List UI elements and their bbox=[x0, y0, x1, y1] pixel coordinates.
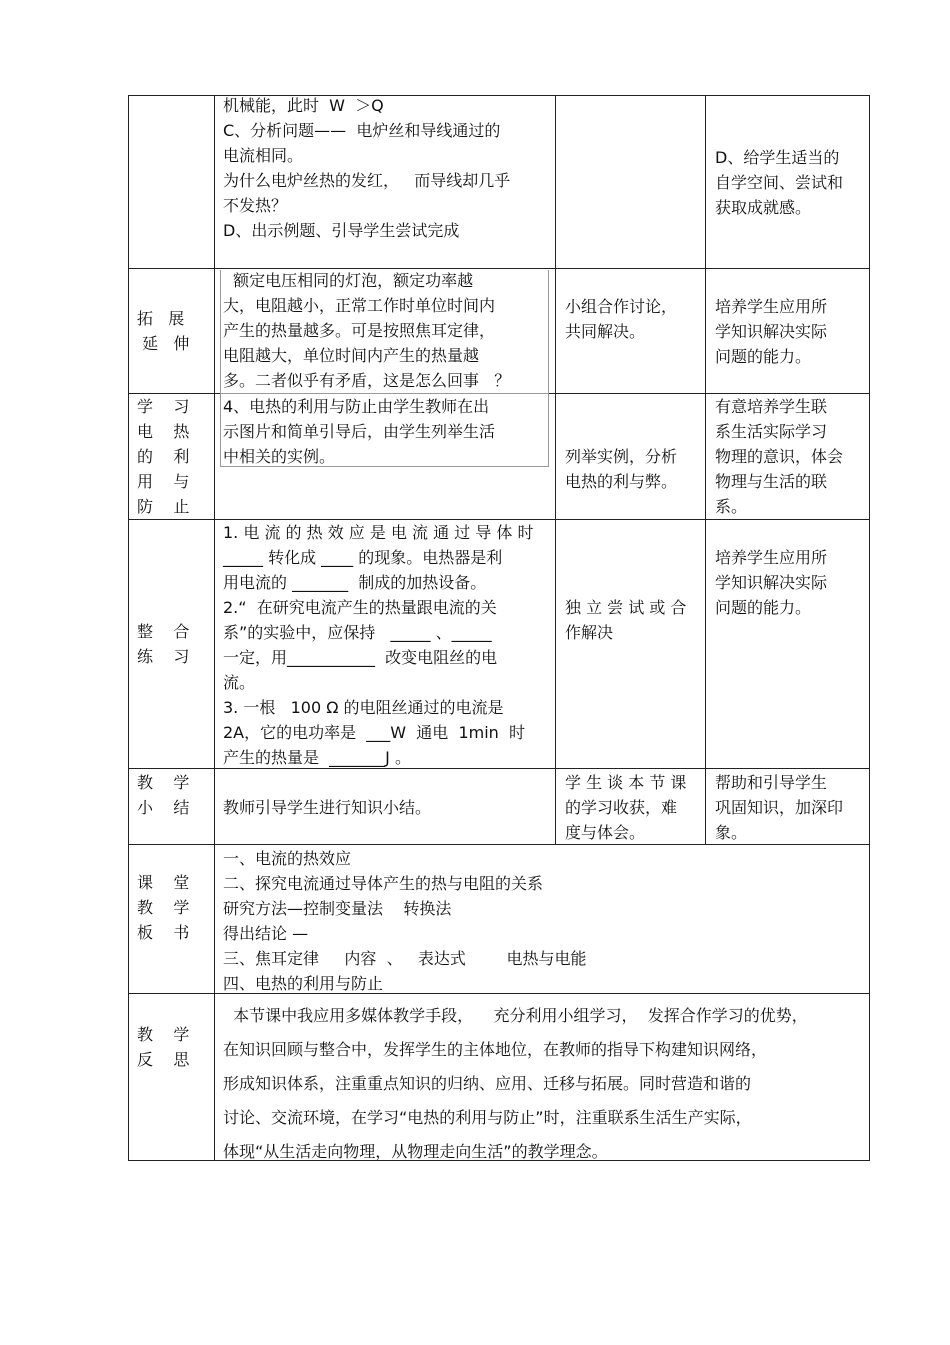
content-line: 研究方法—控制变量法 转换法 bbox=[223, 899, 452, 918]
content-line: 1. 电 流 的 热 效 应 是 电 流 通 过 导 体 时 bbox=[223, 523, 534, 542]
content-line: 机械能，此时 W ＞Q bbox=[223, 96, 384, 115]
row-label: 整 合 bbox=[137, 622, 190, 641]
content-line: 用电流的 _______ 制成的加热设备。 bbox=[223, 573, 487, 592]
row-label: 教 学 bbox=[137, 773, 190, 792]
student-line: 电热的利与弊。 bbox=[565, 472, 678, 491]
intent-line: 学知识解决实际 bbox=[715, 573, 828, 592]
intent-line: 象。 bbox=[715, 823, 748, 842]
row-label: 延 伸 bbox=[137, 334, 190, 353]
content-line: 流。 bbox=[223, 673, 256, 692]
content-line: 一、电流的热效应 bbox=[223, 849, 352, 868]
row-label: 电 热 bbox=[137, 422, 190, 441]
content-line: 体现“从生活走向物理，从物理走向生活”的教学理念。 bbox=[223, 1142, 608, 1161]
row-label: 学 习 bbox=[137, 397, 190, 416]
intent-line: 物理的意识，体会 bbox=[715, 447, 844, 466]
content-line: _____ 转化成 ____ 的现象。电热器是利 bbox=[223, 548, 503, 567]
table-divider-intent bbox=[705, 95, 706, 844]
content-line: 教师引导学生进行知识小结。 bbox=[223, 798, 432, 817]
content-line: 多。二者似乎有矛盾，这是怎么回事 ？ bbox=[223, 371, 511, 390]
intent-line: 有意培养学生联 bbox=[715, 397, 828, 416]
content-line: 大，电阻越小，正常工作时单位时间内 bbox=[223, 296, 496, 315]
row-label: 的 利 bbox=[137, 447, 190, 466]
intent-line: 巩固知识，加深印 bbox=[715, 798, 844, 817]
content-line: 讨论、交流环境，在学习“电热的利用与防止”时，注重联系生活生产实际， bbox=[223, 1108, 752, 1127]
row-divider-5 bbox=[128, 844, 870, 845]
row-label: 小 结 bbox=[137, 798, 190, 817]
row-label: 拓 展 bbox=[137, 309, 185, 328]
intent-line: 培养学生应用所 bbox=[715, 548, 828, 567]
content-line: 电流相同。 bbox=[223, 146, 304, 165]
intent-line: 自学空间、尝试和 bbox=[715, 173, 844, 192]
table-border-right bbox=[869, 95, 870, 1161]
content-line: 电阻越大，单位时间内产生的热量越 bbox=[223, 346, 480, 365]
intent-line: 系生活实际学习 bbox=[715, 422, 828, 441]
content-line: D、出示例题、引导学生尝试完成 bbox=[223, 221, 460, 240]
student-line: 度与体会。 bbox=[565, 823, 646, 842]
content-line: 二、探究电流通过导体产生的热与电阻的关系 bbox=[223, 874, 544, 893]
content-line: 额定电压相同的灯泡，额定功率越 bbox=[223, 271, 474, 290]
content-line: 系”的实验中，应保持 _____ 、_____ bbox=[223, 623, 492, 642]
table-divider-student bbox=[555, 95, 556, 844]
content-line: 中相关的实例。 bbox=[223, 447, 336, 466]
student-line: 独 立 尝 试 或 合 bbox=[565, 598, 687, 617]
row-label: 板 书 bbox=[137, 923, 190, 942]
content-line: 不发热？ bbox=[223, 196, 288, 215]
row-label: 教 学 bbox=[137, 1025, 190, 1044]
intent-line: D、给学生适当的 bbox=[715, 148, 840, 167]
table-divider-label bbox=[214, 95, 215, 1161]
intent-line: 获取成就感。 bbox=[715, 198, 812, 217]
table-border-left bbox=[128, 95, 129, 1161]
row-label: 教 学 bbox=[137, 898, 190, 917]
intent-line: 学知识解决实际 bbox=[715, 322, 828, 341]
intent-line: 问题的能力。 bbox=[715, 347, 812, 366]
row-label: 反 思 bbox=[137, 1050, 190, 1069]
student-line: 共同解决。 bbox=[565, 322, 646, 341]
content-line: 得出结论 — bbox=[223, 924, 309, 943]
intent-line: 问题的能力。 bbox=[715, 598, 812, 617]
content-line: 在知识回顾与整合中，发挥学生的主体地位，在教师的指导下构建知识网络， bbox=[223, 1040, 768, 1059]
student-line: 作解决 bbox=[565, 623, 614, 642]
content-line: 形成知识体系，注重重点知识的归纳、应用、迁移与拓展。同时营造和谐的 bbox=[223, 1074, 752, 1093]
content-line: 三、焦耳定律 内容 、 表达式 电热与电能 bbox=[223, 949, 587, 968]
student-line: 列举实例，分析 bbox=[565, 447, 678, 466]
content-line: 4、电热的利用与防止由学生教师在出 bbox=[223, 397, 490, 416]
content-line: 一定，用___________ 改变电阻丝的电 bbox=[223, 648, 498, 667]
content-line: 产生的热量越多。可是按照焦耳定律， bbox=[223, 321, 496, 340]
intent-line: 物理与生活的联 bbox=[715, 472, 828, 491]
student-line: 学 生 谈 本 节 课 bbox=[565, 773, 687, 792]
row-label: 用 与 bbox=[137, 472, 190, 491]
row-label: 防 止 bbox=[137, 497, 190, 516]
student-line: 的学习收获，难 bbox=[565, 798, 678, 817]
content-line: C、分析问题—— 电炉丝和导线通过的 bbox=[223, 121, 501, 140]
content-line: 2.“ 在研究电流产生的热量跟电流的关 bbox=[223, 598, 497, 617]
row-label: 练 习 bbox=[137, 647, 190, 666]
student-line: 小组合作讨论， bbox=[565, 297, 678, 316]
intent-line: 系。 bbox=[715, 497, 748, 516]
content-line: 产生的热量是 _______J 。 bbox=[223, 748, 411, 767]
intent-line: 培养学生应用所 bbox=[715, 297, 828, 316]
content-line: 3. 一根 100 Ω 的电阻丝通过的电流是 bbox=[223, 698, 504, 717]
content-line: 2A，它的电功率是 ___W 通电 1min 时 bbox=[223, 723, 525, 742]
content-line: 为什么电炉丝热的发红， 而导线却几乎 bbox=[223, 171, 511, 190]
content-line: 本节课中我应用多媒体教学手段， 充分利用小组学习， 发挥合作学习的优势， bbox=[223, 1006, 808, 1025]
row-label: 课 堂 bbox=[137, 873, 190, 892]
content-line: 四、电热的利用与防止 bbox=[223, 974, 384, 993]
intent-line: 帮助和引导学生 bbox=[715, 773, 828, 792]
content-line: 示图片和简单引导后，由学生列举生活 bbox=[223, 422, 496, 441]
